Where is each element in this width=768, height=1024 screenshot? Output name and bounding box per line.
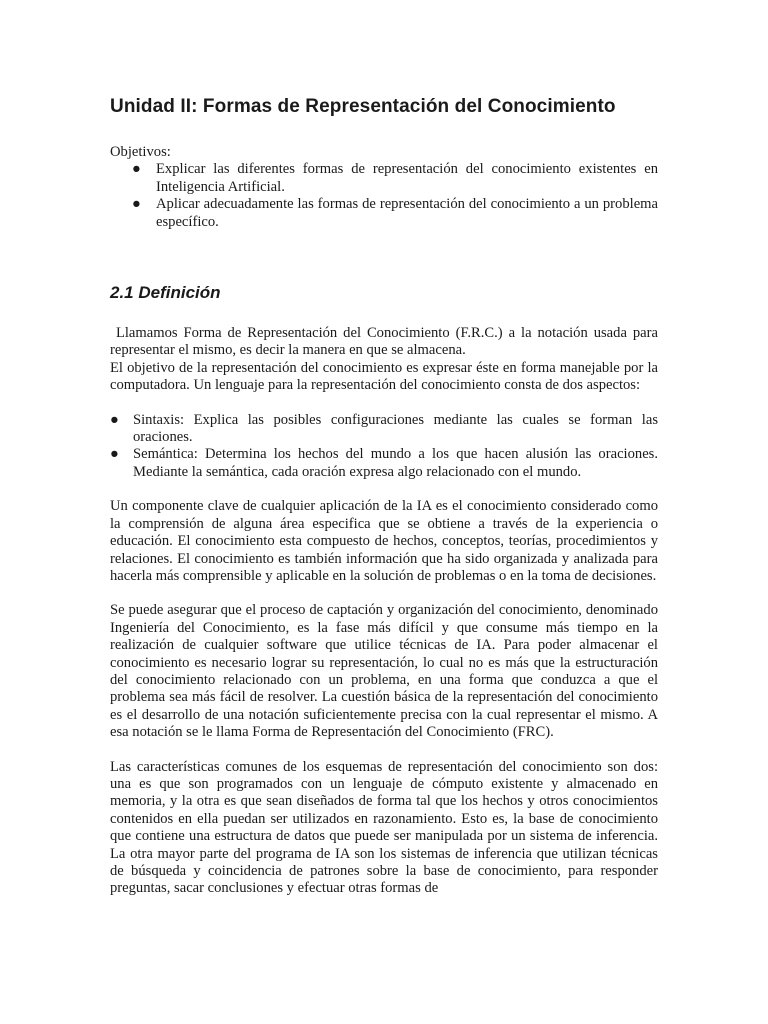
objectives-section <box>110 144 658 231</box>
body-paragraph: Las características comunes de los esquemas de representación del conocimiento son dos: una es que son programados con un lenguaje de cómputo existente y almacenado en memoria, y la otra es que sean diseñados de forma tal que los hechos y otros conocimientos contenidos en ella puedan ser utilizados en razonamiento. Esto es, la base de conocimiento que contiene una estructura de datos que puede ser manipulada por un sistema de inferencia. La otra mayor parte del programa de IA son los sistemas de inferencia que utilizan técnicas de búsqueda y coincidencia de patrones sobre la base de conocimiento, para responder preguntas, sacar conclusiones y efectuar otras formas de <box>110 758 658 897</box>
unit-title: Unidad II: Formas de Representación del Conocimiento <box>110 96 616 117</box>
bullet-icon: ● <box>132 161 141 178</box>
section-title: 2.1 Definición <box>110 283 221 303</box>
document-page <box>110 96 662 915</box>
objective-item <box>110 161 658 196</box>
objective-text: Explicar las diferentes formas de representación del conocimiento existentes en Inteligencia Artificial. <box>156 161 658 195</box>
bullet-icon: ● <box>110 411 119 428</box>
objectives-list <box>110 161 658 231</box>
body-paragraph: Un componente clave de cualquier aplicación de la IA es el conocimiento considerado como la comprensión de alguna área especifica que se obtiene a través de la experiencia o educación. El conocimiento esta compuesto de hechos, conceptos, teorías, procedimientos y relaciones. El conocimiento es también información que ha sido organizada y analizada para hacerla más comprensible y aplicable en la solución de problemas o en la toma de decisiones. <box>110 498 658 584</box>
aspect-text: Semántica: Determina los hechos del mundo a los que hacen alusión las oraciones. Mediante la semántica, cada oración expresa algo relacionado con el mundo. <box>133 446 658 480</box>
aspect-item <box>110 412 658 447</box>
intro-paragraph: El objetivo de la representación del conocimiento es expresar éste en forma manejable por la computadora. Un lenguaje para la representación del conocimiento consta de dos aspectos: <box>110 359 658 394</box>
aspects-list <box>110 412 658 482</box>
aspect-text: Sintaxis: Explica las posibles configuraciones mediante las cuales se forman las oraciones. <box>133 411 658 446</box>
aspect-item <box>110 446 658 481</box>
bullet-icon: ● <box>110 446 119 463</box>
body-paragraph: Se puede asegurar que el proceso de captación y organización del conocimiento, denominado Ingeniería del Conocimiento, es la fase más difícil y que consume más tiempo en la realización de cualquier software que utilice técnicas de IA. Para poder almacenar el conocimiento es necesario lograr su representación, lo cual no es más que la estructuración del conocimiento relacionado con un problema, en una forma que conduzca a que el problema sea más fácil de resolver. La cuestión básica de la representación del conocimiento es el desarrollo de una notación suficientemente precisa con la cual representar el mismo. A esa notación se le llama Forma de Representación del Conocimiento (FRC). <box>110 602 658 741</box>
objectives-label: Objetivos: <box>110 144 171 160</box>
objective-item <box>110 196 658 231</box>
intro-paragraph: Llamamos Forma de Representación del Conocimiento (F.R.C.) a la notación usada para representar el mismo, es decir la manera en que se almacena. <box>110 325 662 359</box>
definition-intro <box>110 325 662 395</box>
bullet-icon: ● <box>132 196 141 213</box>
objective-text: Aplicar adecuadamente las formas de representación del conocimiento a un problema específico. <box>156 196 658 230</box>
